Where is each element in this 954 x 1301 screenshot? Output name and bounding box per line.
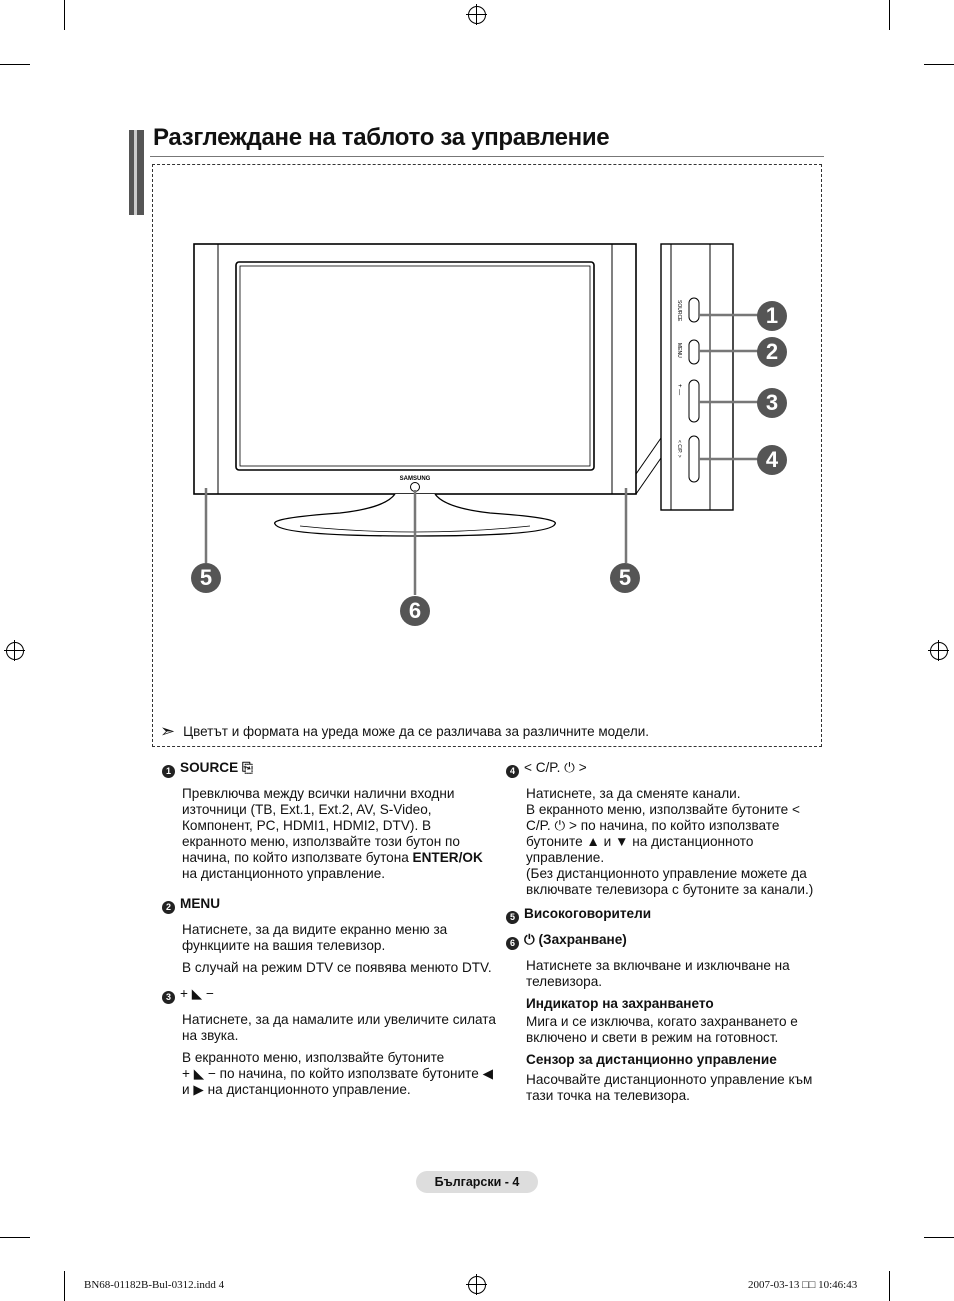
crop-mark [64,1271,65,1301]
item-text: Натиснете, за да видите екранно меню за функциите на вашия телевизор. [182,922,448,953]
item-bold-text: ENTER/OK [412,850,483,865]
footer-date: 2007-03-13 □□ 10:46:43 [748,1279,858,1291]
item-text: (Без дистанционното управление можете да включвате телевизора с бутоните за канали.) [526,866,814,897]
note-text: Цветът и формата на уреда може да се различава за различните модели. [183,724,649,739]
item-text: Натиснете, за да намалите или увеличите силата на звука. [182,1012,496,1043]
panel-label-volume: + — [676,384,682,396]
panel-label-source: SOURCE [676,300,682,322]
registration-mark-icon [468,6,486,24]
page-title: Разглеждане на таблото за управление [153,124,610,151]
callout-5-right: 5 [610,563,640,593]
note-arrow-icon: ➣ [160,721,176,741]
item-subheading: Сензор за дистанционно управление [526,1052,777,1067]
crop-mark [0,1237,30,1238]
callout-4: 4 [757,445,787,475]
footer-file: BN68-01182B-Bul-0312.indd 4 [84,1279,225,1291]
tv-diagram [180,238,800,638]
item-title-power: ⏻ (Захранване) [524,932,627,947]
crop-mark [924,1237,954,1238]
note [160,721,649,741]
item-text: на дистанционното управление. [182,866,386,881]
item-text: В случай на режим DTV се появява менюто DTV. [182,960,492,975]
callout-6: 6 [400,596,430,626]
item-subheading: Индикатор на захранването [526,996,714,1011]
registration-mark-icon [6,642,24,660]
page-number-badge: Български - 4 [416,1171,538,1193]
right-column [506,760,816,1104]
item-text: Насочвайте дистанционното управление към тази точка на телевизора. [526,1072,813,1103]
title-divider [150,156,824,157]
callout-3: 3 [757,388,787,418]
item-text: Мига и се изключва, когато захранването е включено и свети в режим на готовност. [526,1014,798,1045]
item-text: Натиснете, за да сменяте канали. [526,786,741,801]
crop-mark [0,64,30,65]
item-text: Натиснете за включване и изключване на телевизора. [526,958,790,989]
item-title-menu: MENU [180,896,221,911]
registration-mark-icon [930,642,948,660]
item-number: 3 [162,991,175,1004]
callout-1: 1 [757,301,787,331]
item-number: 5 [506,911,519,924]
panel-label-channel: < C/P. > [676,440,682,458]
item-number: 1 [162,765,175,778]
crop-mark [924,64,954,65]
item-title-source: SOURCE [180,760,239,775]
crop-mark [889,0,890,30]
item-title-speakers: Високоговорители [524,906,652,921]
brand-logo: SAMSUNG [399,476,431,482]
section-marker [129,130,144,215]
callout-2: 2 [757,337,787,367]
item-text: + ◣ − по начина, по който използвате бутоните ◀ и ▶ на дистанционното управление. [182,1066,494,1097]
item-title-channel: < C/P. ⏻ > [524,760,587,775]
crop-mark [64,0,65,30]
crop-mark [889,1271,890,1301]
item-title-volume: + ◣ − [180,986,214,1001]
left-column [162,760,498,1098]
source-icon: ⎘ [241,760,253,775]
item-number: 4 [506,765,519,778]
callout-5-left: 5 [191,563,221,593]
item-text: Превключва между всички налични входни източници (TB, Ext.1, Ext.2, AV, S-Video, Компонент, PC, HDMI1, HDMI2, DTV). В екранното меню, използвайте този бутон по начина, по който използвате бутона [182,786,460,865]
item-text: В екранното меню, използвайте бутоните [182,1050,445,1065]
item-number: 2 [162,901,175,914]
item-number: 6 [506,937,519,950]
item-text: В екранното меню, използвайте бутоните < C/P. ⏻ > по начина, по който използвате бутоните ▲ и ▼ на дистанционното управление. [526,802,800,865]
panel-label-menu: MENU [676,343,682,358]
registration-mark-icon [468,1276,486,1294]
